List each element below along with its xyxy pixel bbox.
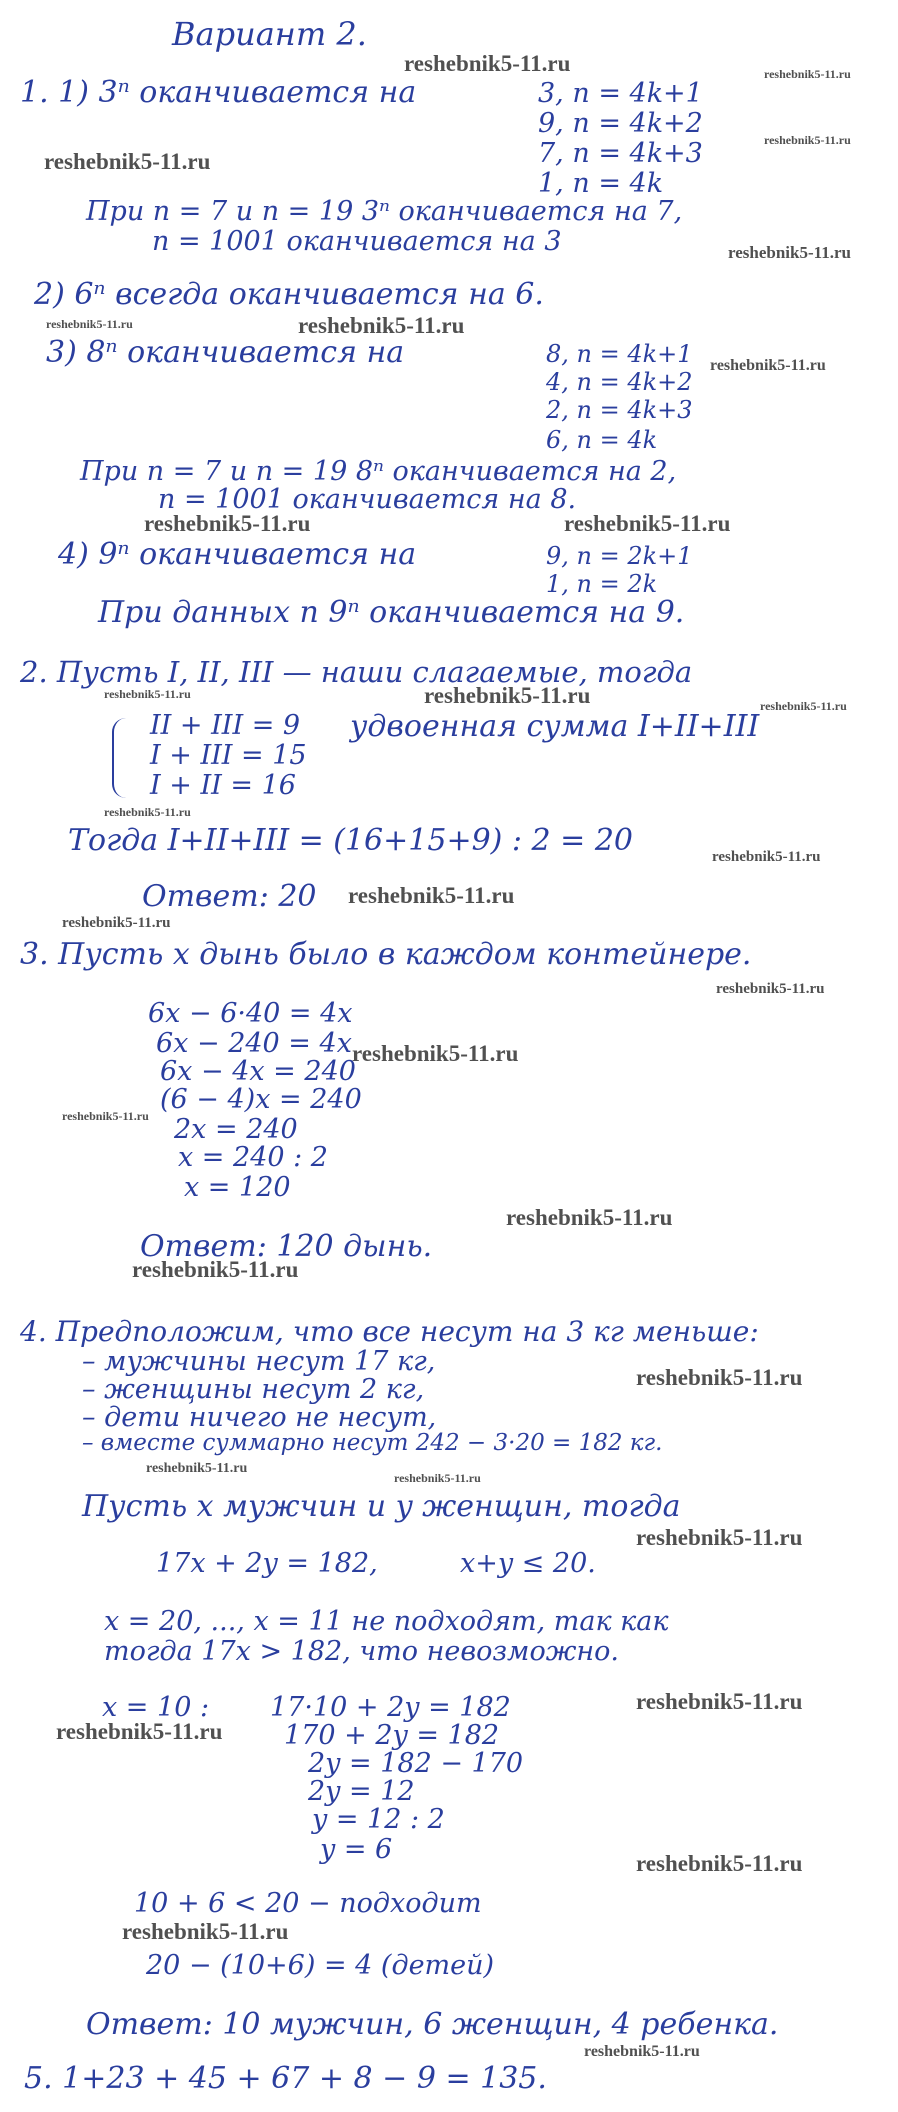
- task1-part3-case: 6, n = 4k: [546, 426, 658, 454]
- task4-equation: 17x + 2y = 182,: [156, 1548, 378, 1579]
- watermark: reshebnik5-11.ru: [394, 1471, 481, 1485]
- task2-answer: Ответ: 20: [142, 879, 317, 914]
- task4-x-value: x = 10 :: [102, 1692, 210, 1723]
- task1-part4-case: 1, n = 2k: [546, 570, 658, 598]
- task2-intro: 2. Пусть I, II, III — наши слагаемые, тогда: [20, 655, 693, 689]
- watermark: reshebnik5-11.ru: [584, 2043, 700, 2060]
- task4-step: y = 6: [320, 1834, 393, 1865]
- watermark: reshebnik5-11.ru: [764, 133, 851, 147]
- watermark: reshebnik5-11.ru: [46, 317, 133, 331]
- page-title: Вариант 2.: [172, 15, 367, 53]
- task2-calculation: Тогда I+II+III = (16+15+9) : 2 = 20: [68, 823, 634, 858]
- task1-part1-conclusion: n = 1001 оканчивается на 3: [152, 226, 562, 257]
- task1-part3-heading: 3) 8ⁿ оканчивается на: [46, 335, 405, 370]
- watermark: reshebnik5-11.ru: [636, 1525, 803, 1550]
- task1-part4-case: 9, n = 2k+1: [546, 542, 693, 570]
- watermark: reshebnik5-11.ru: [728, 243, 851, 262]
- task4-intro: 4. Предположим, что все несут на 3 кг меньше:: [20, 1315, 759, 1348]
- watermark: reshebnik5-11.ru: [104, 687, 191, 701]
- task2-system-equation: I + III = 15: [150, 740, 307, 771]
- task4-step: 2y = 12: [308, 1776, 415, 1807]
- watermark: reshebnik5-11.ru: [44, 149, 211, 174]
- task3-step: x = 240 : 2: [178, 1142, 328, 1173]
- task4-step: 170 + 2y = 182: [284, 1720, 500, 1751]
- task3-answer: Ответ: 120 дынь.: [140, 1229, 433, 1264]
- task5-line: 5. 1+23 + 45 + 67 + 8 − 9 = 135.: [24, 2061, 547, 2096]
- task2-note: удвоенная сумма I+II+III: [350, 709, 760, 744]
- task4-step: 17·10 + 2y = 182: [270, 1692, 511, 1723]
- task1-part1-case: 1, n = 4k: [538, 168, 664, 199]
- task1-part3-case: 2, n = 4k+3: [546, 396, 693, 424]
- task1-part1-case: 9, n = 4k+2: [538, 108, 703, 139]
- watermark: reshebnik5-11.ru: [132, 1257, 299, 1282]
- task2-system-equation: I + II = 16: [150, 770, 296, 801]
- task4-let: Пусть x мужчин и y женщин, тогда: [82, 1489, 681, 1524]
- task3-step: 6x − 4x = 240: [160, 1056, 356, 1087]
- task1-part1-case: 7, n = 4k+3: [538, 138, 703, 169]
- task1-part1-heading: 1. 1) 3ⁿ оканчивается на: [20, 75, 417, 110]
- task1-part3-case: 4, n = 4k+2: [546, 368, 693, 396]
- task4-item: – женщины несут 2 кг,: [82, 1374, 425, 1405]
- task1-part4-conclusion: При данных n 9ⁿ оканчивается на 9.: [98, 595, 685, 630]
- task4-item: – дети ничего не несут,: [82, 1402, 437, 1433]
- task3-intro: 3. Пусть x дынь было в каждом контейнере.: [20, 937, 752, 972]
- task4-reject: x = 20, ..., x = 11 не подходят, так как: [104, 1606, 669, 1637]
- task4-children: 20 − (10+6) = 4 (детей): [146, 1950, 495, 1981]
- task4-step: y = 12 : 2: [312, 1804, 445, 1835]
- watermark: reshebnik5-11.ru: [636, 1689, 803, 1714]
- watermark: reshebnik5-11.ru: [404, 51, 571, 76]
- watermark: reshebnik5-11.ru: [144, 511, 311, 536]
- watermark: reshebnik5-11.ru: [764, 67, 851, 81]
- watermark: reshebnik5-11.ru: [506, 1205, 673, 1230]
- task2-system-equation: II + III = 9: [150, 710, 301, 741]
- task1-part1-case: 3, n = 4k+1: [538, 78, 703, 109]
- watermark: reshebnik5-11.ru: [62, 915, 171, 931]
- task4-answer: Ответ: 10 мужчин, 6 женщин, 4 ребенка.: [86, 2007, 779, 2042]
- task4-check: 10 + 6 < 20 − подходит: [134, 1888, 482, 1919]
- watermark: reshebnik5-11.ru: [146, 1461, 248, 1476]
- task3-step: x = 120: [184, 1172, 291, 1203]
- task3-step: 6x − 6·40 = 4x: [148, 998, 353, 1029]
- watermark: reshebnik5-11.ru: [716, 981, 825, 997]
- task3-step: (6 − 4)x = 240: [160, 1084, 362, 1115]
- watermark: reshebnik5-11.ru: [104, 805, 191, 819]
- task1-part2: 2) 6ⁿ всегда оканчивается на 6.: [34, 277, 544, 312]
- system-brace: [112, 718, 132, 798]
- watermark: reshebnik5-11.ru: [352, 1041, 519, 1066]
- task4-item: – мужчины несут 17 кг,: [82, 1346, 436, 1377]
- task1-part3-conclusion: n = 1001 оканчивается на 8.: [158, 484, 577, 515]
- watermark: reshebnik5-11.ru: [564, 511, 731, 536]
- watermark: reshebnik5-11.ru: [636, 1851, 803, 1876]
- task1-part1-conclusion: При n = 7 и n = 19 3ⁿ оканчивается на 7,: [86, 196, 683, 227]
- watermark: reshebnik5-11.ru: [636, 1365, 803, 1390]
- task3-step: 2x = 240: [174, 1114, 298, 1145]
- task3-step: 6x − 240 = 4x: [156, 1028, 352, 1059]
- watermark: reshebnik5-11.ru: [56, 1719, 223, 1744]
- watermark: reshebnik5-11.ru: [760, 699, 847, 713]
- task1-part4-heading: 4) 9ⁿ оканчивается на: [58, 537, 417, 572]
- task4-item: – вместе суммарно несут 242 − 3·20 = 182 кг.: [82, 1430, 663, 1456]
- watermark: reshebnik5-11.ru: [424, 683, 591, 708]
- watermark: reshebnik5-11.ru: [298, 313, 465, 338]
- task4-step: 2y = 182 − 170: [308, 1748, 524, 1779]
- watermark: reshebnik5-11.ru: [710, 357, 826, 374]
- task4-constraint: x+y ≤ 20.: [460, 1548, 596, 1579]
- task4-reject: тогда 17x > 182, что невозможно.: [104, 1636, 620, 1667]
- task1-part3-case: 8, n = 4k+1: [546, 340, 693, 368]
- watermark: reshebnik5-11.ru: [62, 1109, 149, 1123]
- watermark: reshebnik5-11.ru: [712, 849, 821, 865]
- watermark: reshebnik5-11.ru: [348, 883, 515, 908]
- watermark: reshebnik5-11.ru: [122, 1919, 289, 1944]
- task1-part3-conclusion: При n = 7 и n = 19 8ⁿ оканчивается на 2,: [80, 456, 677, 487]
